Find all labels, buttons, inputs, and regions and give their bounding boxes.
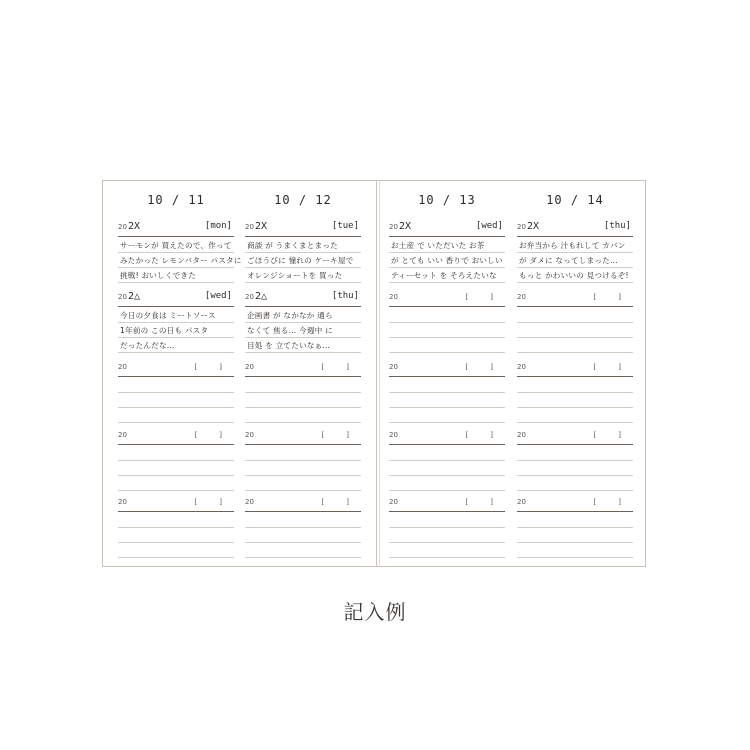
entry-weekday-blank: [ ] xyxy=(194,431,232,439)
ruled-line xyxy=(118,422,234,423)
entry-text: 挑戦! おいしくできた xyxy=(120,271,197,280)
ruled-line xyxy=(517,352,633,353)
entry-header xyxy=(118,496,234,512)
entry-text: もっと かわいいの 見つけるぞ! xyxy=(519,271,629,280)
entry-weekday: [mon] xyxy=(204,221,232,231)
entry-header xyxy=(245,221,361,237)
entry-weekday: [tue] xyxy=(331,221,359,231)
entry-header xyxy=(517,496,633,512)
entry-header xyxy=(118,361,234,377)
ruled-line xyxy=(389,407,505,408)
entry-weekday-blank: [ ] xyxy=(465,363,503,371)
day-column xyxy=(389,181,505,566)
entry-text: お土産 で いただいた お茶 xyxy=(391,241,485,250)
entry-header xyxy=(245,291,361,307)
entry-year-prefix: 20 xyxy=(245,223,254,231)
ruled-line xyxy=(517,252,633,253)
entry-year-prefix: 20 xyxy=(517,498,526,506)
ruled-line xyxy=(118,475,234,476)
ruled-line xyxy=(389,490,505,491)
entry-year-prefix: 20 xyxy=(245,293,254,301)
ruled-line xyxy=(245,392,361,393)
ruled-line xyxy=(389,392,505,393)
day-column xyxy=(118,181,242,566)
day-date: 10 / 14 xyxy=(546,193,604,207)
entry-text: 1年前の この日も パスタ xyxy=(120,326,209,335)
entry-year-prefix: 20 xyxy=(517,293,526,301)
year-entry xyxy=(118,361,234,425)
ruled-line xyxy=(517,267,633,268)
ruled-line xyxy=(517,475,633,476)
ruled-line xyxy=(389,542,505,543)
year-entry xyxy=(517,291,633,355)
entry-year-handwritten: 2△ xyxy=(128,291,141,302)
entry-weekday-blank: [ ] xyxy=(593,293,631,301)
diary-spread xyxy=(102,180,646,567)
entry-text: が ダメに なってしまった… xyxy=(519,256,618,265)
entry-weekday: [thu] xyxy=(603,221,631,231)
ruled-line xyxy=(389,557,505,558)
entry-weekday-blank: [ ] xyxy=(194,363,232,371)
book-spine xyxy=(376,181,377,566)
entry-weekday-blank: [ ] xyxy=(465,431,503,439)
year-entry xyxy=(245,221,361,285)
year-entry xyxy=(245,496,361,560)
ruled-line xyxy=(517,422,633,423)
entry-year-prefix: 20 xyxy=(118,431,127,439)
year-entry xyxy=(389,429,505,493)
ruled-line xyxy=(245,542,361,543)
ruled-line xyxy=(118,490,234,491)
year-entry xyxy=(517,221,633,285)
entry-text: ごほうびに 憧れの ケーキ屋で xyxy=(247,256,354,265)
year-entry xyxy=(245,361,361,425)
ruled-line xyxy=(389,267,505,268)
entry-year-prefix: 20 xyxy=(245,363,254,371)
entry-text: お弁当から 汁もれして カバン xyxy=(519,241,626,250)
year-entry xyxy=(517,496,633,560)
ruled-line xyxy=(118,557,234,558)
year-entry xyxy=(389,291,505,355)
ruled-line xyxy=(118,282,234,283)
entry-year-prefix: 20 xyxy=(389,223,398,231)
entry-header xyxy=(389,291,505,307)
ruled-line xyxy=(389,337,505,338)
entry-header xyxy=(118,221,234,237)
entry-year-prefix: 20 xyxy=(118,363,127,371)
entry-year-prefix: 20 xyxy=(517,223,526,231)
ruled-line xyxy=(118,527,234,528)
ruled-line xyxy=(245,352,361,353)
ruled-line xyxy=(517,392,633,393)
entry-header xyxy=(517,221,633,237)
entry-year-prefix: 20 xyxy=(517,363,526,371)
ruled-line xyxy=(245,527,361,528)
entry-year-prefix: 20 xyxy=(245,498,254,506)
entry-header xyxy=(517,291,633,307)
entry-text: なくて 焦る… 今週中 に xyxy=(247,326,333,335)
entry-header xyxy=(118,429,234,445)
entry-year-prefix: 20 xyxy=(389,293,398,301)
entry-weekday: [wed] xyxy=(475,221,503,231)
entry-text: ティーセット を そろえたいな xyxy=(391,271,497,280)
year-entry xyxy=(389,361,505,425)
ruled-line xyxy=(389,322,505,323)
entry-year-prefix: 20 xyxy=(389,498,398,506)
day-date: 10 / 12 xyxy=(274,193,332,207)
book-spine-shadow xyxy=(379,181,380,566)
ruled-line xyxy=(118,407,234,408)
entry-weekday: [thu] xyxy=(331,291,359,301)
ruled-line xyxy=(389,282,505,283)
entry-weekday-blank: [ ] xyxy=(465,293,503,301)
ruled-line xyxy=(517,557,633,558)
entry-weekday-blank: [ ] xyxy=(194,498,232,506)
entry-year-handwritten: 2X xyxy=(527,221,540,232)
entry-weekday-blank: [ ] xyxy=(593,363,631,371)
day-column xyxy=(245,181,361,566)
ruled-line xyxy=(245,337,361,338)
entry-header xyxy=(389,429,505,445)
ruled-line xyxy=(517,527,633,528)
entry-year-prefix: 20 xyxy=(118,223,127,231)
entry-text: 企画書 が なかなか 通ら xyxy=(247,311,333,320)
entry-header xyxy=(245,361,361,377)
ruled-line xyxy=(118,337,234,338)
entry-weekday-blank: [ ] xyxy=(321,431,359,439)
ruled-line xyxy=(245,475,361,476)
entry-weekday-blank: [ ] xyxy=(465,498,503,506)
ruled-line xyxy=(517,490,633,491)
entry-year-prefix: 20 xyxy=(389,363,398,371)
entry-year-handwritten: 2△ xyxy=(255,291,268,302)
ruled-line xyxy=(118,542,234,543)
entry-weekday-blank: [ ] xyxy=(321,363,359,371)
ruled-line xyxy=(517,337,633,338)
entry-header xyxy=(245,496,361,512)
year-entry xyxy=(118,496,234,560)
entry-text: みたかった レモンバター パスタに xyxy=(120,256,242,265)
entry-header xyxy=(389,221,505,237)
year-entry xyxy=(118,291,234,355)
ruled-line xyxy=(118,267,234,268)
ruled-line xyxy=(517,282,633,283)
day-date: 10 / 13 xyxy=(418,193,476,207)
ruled-line xyxy=(245,422,361,423)
year-entry xyxy=(245,429,361,493)
ruled-line xyxy=(118,252,234,253)
entry-header xyxy=(517,361,633,377)
ruled-line xyxy=(245,557,361,558)
ruled-line xyxy=(389,527,505,528)
entry-weekday: [wed] xyxy=(204,291,232,301)
entry-text: 目処 を 立てたいなぁ… xyxy=(247,341,331,350)
ruled-line xyxy=(389,352,505,353)
ruled-line xyxy=(118,460,234,461)
entry-header xyxy=(517,429,633,445)
entry-text: が とても いい 香りで おいしい xyxy=(391,256,503,265)
entry-weekday-blank: [ ] xyxy=(321,498,359,506)
ruled-line xyxy=(118,392,234,393)
entry-year-handwritten: 2X xyxy=(255,221,268,232)
ruled-line xyxy=(118,322,234,323)
entry-year-prefix: 20 xyxy=(245,431,254,439)
ruled-line xyxy=(245,252,361,253)
ruled-line xyxy=(118,352,234,353)
entry-text: オレンジショートを 買った xyxy=(247,271,343,280)
year-entry xyxy=(389,221,505,285)
entry-year-prefix: 20 xyxy=(389,431,398,439)
year-entry xyxy=(389,496,505,560)
entry-year-prefix: 20 xyxy=(517,431,526,439)
entry-text: だったんだな… xyxy=(120,341,175,350)
entry-header xyxy=(389,361,505,377)
ruled-line xyxy=(517,542,633,543)
year-entry xyxy=(118,221,242,285)
entry-weekday-blank: [ ] xyxy=(593,498,631,506)
ruled-line xyxy=(245,407,361,408)
ruled-line xyxy=(245,282,361,283)
entry-header xyxy=(389,496,505,512)
entry-year-prefix: 20 xyxy=(118,293,127,301)
ruled-line xyxy=(389,422,505,423)
entry-weekday-blank: [ ] xyxy=(593,431,631,439)
entry-header xyxy=(118,291,234,307)
ruled-line xyxy=(245,460,361,461)
ruled-line xyxy=(389,460,505,461)
day-date: 10 / 11 xyxy=(147,193,205,207)
entry-year-prefix: 20 xyxy=(118,498,127,506)
entry-text: サーモンが 買えたので、作って xyxy=(120,241,232,250)
ruled-line xyxy=(245,322,361,323)
entry-text: 商談 が うまくまとまった xyxy=(247,241,338,250)
entry-header xyxy=(245,429,361,445)
year-entry xyxy=(517,361,633,425)
year-entry xyxy=(245,291,361,355)
year-entry xyxy=(517,429,633,493)
ruled-line xyxy=(245,490,361,491)
day-column xyxy=(517,181,633,566)
ruled-line xyxy=(389,252,505,253)
ruled-line xyxy=(517,322,633,323)
entry-text: 今日の夕食は ミートソース xyxy=(120,311,216,320)
ruled-line xyxy=(517,460,633,461)
entry-year-handwritten: 2X xyxy=(399,221,412,232)
entry-year-handwritten: 2X xyxy=(128,221,141,232)
ruled-line xyxy=(517,407,633,408)
year-entry xyxy=(118,429,234,493)
ruled-line xyxy=(389,475,505,476)
ruled-line xyxy=(245,267,361,268)
caption: 記入例 xyxy=(343,600,407,624)
